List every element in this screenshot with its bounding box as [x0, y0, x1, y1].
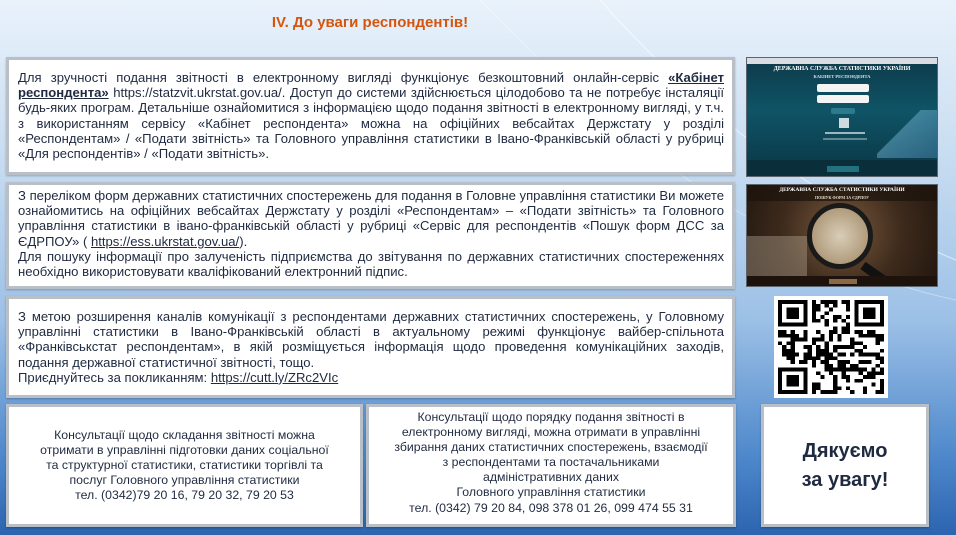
screenshot-subheader: КАБІНЕТ РЕСПОНДЕНТА — [813, 74, 871, 79]
login-button — [831, 108, 855, 114]
contact-line: електронному вигляді, можна отримати в управлінні — [401, 425, 701, 440]
caption-bar — [825, 132, 865, 134]
footer-bar — [747, 160, 937, 176]
thank-you-line-2: за увагу! — [801, 468, 889, 491]
online-service-text-start: Для зручності подання звітності в електронному вигляді функціонує безкоштовний онлайн-сервіс — [18, 70, 669, 85]
contacts-button — [829, 279, 857, 284]
forms-list-text-end: ). — [239, 233, 248, 249]
forms-list-text-start: З переліком форм державних статистичних спостережень для подання в Головне управління статистики Ви можете ознайомитись на офіційних вебсайтах Держстату у розділі «Респондентам» – «Подати звітність» та Головного управління статистики в івано-франківській області у рубриці «Сервіс для респондентів «Пошук форм ДСС за ЄДРПОУ» ( — [18, 188, 724, 249]
paper-graphic — [747, 236, 807, 276]
screenshot-header: ДЕРЖАВНА СЛУЖБА СТАТИСТИКИ УКРАЇНИ — [779, 187, 905, 193]
screenshot-subheader: ПОШУК ФОРМ ЗА ЄДРПОУ — [814, 195, 870, 200]
contacts-button — [827, 166, 859, 172]
contact-line: Консультації щодо складання звітності можна — [54, 428, 315, 442]
digital-signature-paragraph: Для пошуку інформації про залученість підприємства до звітування по державних статистичних спостереженнях необхідно використовувати кваліфікований електронний підпис. — [18, 248, 724, 280]
screenshot-header: ДЕРЖАВНА СЛУЖБА СТАТИСТИКИ УКРАЇНИ — [773, 66, 911, 72]
forms-list-paragraph — [18, 188, 724, 249]
qr-code-icon — [778, 300, 884, 394]
ess-ukrstat-link[interactable]: https://ess.ukrstat.gov.ua/ — [90, 233, 240, 249]
respondent-cabinet-link[interactable]: «Кабінет респондента» — [18, 70, 724, 101]
forms-search-screenshot — [746, 184, 938, 287]
viber-community-info-box — [6, 296, 735, 398]
viber-join-label: Приєднуйтесь за покликанням: — [18, 369, 211, 385]
contact-line: збирання даних статистичних спостережень, взаємодії — [394, 440, 708, 455]
respondent-cabinet-screenshot — [746, 57, 938, 177]
contact-line: отримати в управлінні підготовки даних соціальної — [40, 443, 329, 457]
magnifier-icon — [807, 203, 873, 269]
login-field — [817, 84, 869, 92]
contact-line: з респондентами та постачальниками — [442, 455, 660, 470]
columns-icon — [839, 118, 849, 128]
browser-bar — [747, 58, 937, 64]
social-statistics-contacts-box — [6, 404, 363, 527]
thank-you-text — [802, 437, 889, 495]
contact-line: Консультації щодо порядку подання звітності в — [417, 410, 685, 424]
password-field — [817, 95, 869, 103]
viber-qr-code — [774, 296, 888, 398]
viber-join-link[interactable]: https://cutt.ly/ZRc2VIc — [210, 369, 339, 385]
social-statistics-contacts — [40, 428, 329, 503]
viber-community-paragraph: З метою розширення каналів комунікації з респондентами державних статистичних спостережень, у Головному управлінні статистики в Івано-Франківській області в актуальному режимі функціонує вайбер-спільнота «Франківськстат респондентам», в якій розміщується інформація щодо проведення комунікаційних заходів, подання державної статистичної звітності, тощо. — [18, 309, 724, 370]
contact-line: та структурної статистики, статистики торгівлі та — [46, 458, 323, 472]
thank-you-box — [761, 404, 929, 527]
thank-you-line-1: Дякуємо — [802, 439, 888, 462]
contact-line: Головного управління статистики — [456, 485, 646, 500]
chart-graphic — [877, 110, 937, 158]
caption-bar — [823, 138, 867, 140]
online-service-text-end: https://statzvit.ukrstat.gov.ua/. Доступ до системи здійснюється цілодобово та не потребує інсталяції будь-яких програм. Детальніше ознайомитися з інформацією щодо подання звітності в електронному вигляді, у т.ч. з використанням сервісу «Кабінет респондента» можна на офіційних вебсайтах Держстату у розділі «Респондентам» / «Подати звітність» та Головного управління статистики в Івано-Франківській області у рубриці «Для респондентів» / «Подати звітність». — [18, 85, 724, 162]
footer-bar — [747, 276, 937, 286]
online-service-info-box — [6, 57, 735, 175]
page-title: IV. До уваги респондентів! — [271, 14, 469, 31]
forms-list-info-box — [6, 182, 735, 289]
electronic-reporting-contacts-box — [366, 404, 736, 527]
viber-join-line — [18, 370, 724, 385]
contact-phones: тел. (0342)79 20 16, 79 20 32, 79 20 53 — [75, 488, 294, 502]
contact-line: адміністративних даних — [483, 470, 619, 485]
contact-phones: тел. (0342) 79 20 84, 098 378 01 26, 099 474 55 31 — [409, 500, 693, 515]
contact-line: послуг Головного управління статистики — [69, 473, 300, 487]
online-service-paragraph — [18, 70, 724, 161]
